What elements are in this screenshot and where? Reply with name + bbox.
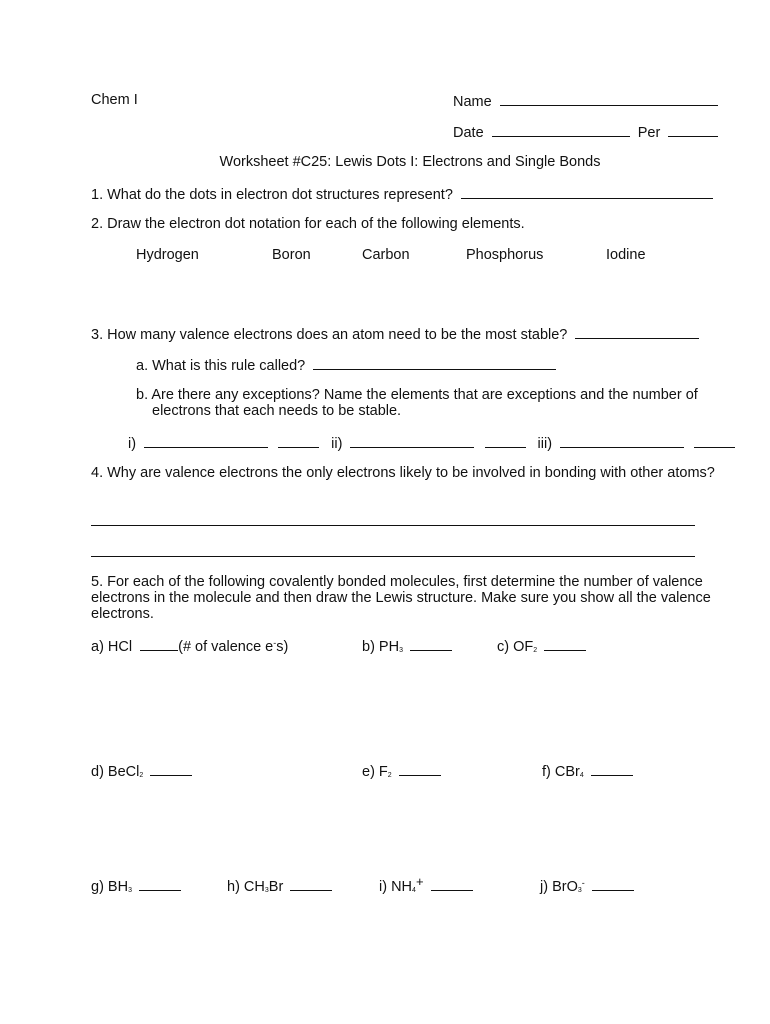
molecule-d-sub: 2 xyxy=(139,772,144,779)
date-period-field xyxy=(453,123,718,141)
blank-iii-label: iii) xyxy=(537,436,553,452)
molecule-d-label: d) BeCl xyxy=(91,764,140,780)
molecule-i-charge: + xyxy=(415,874,424,889)
molecule-c-blank[interactable] xyxy=(544,637,586,651)
question-3b xyxy=(136,387,726,419)
blank-iii-electrons[interactable] xyxy=(694,434,735,448)
molecule-b-blank[interactable] xyxy=(410,637,452,651)
element-boron: Boron xyxy=(272,247,311,263)
molecule-h-blank[interactable] xyxy=(290,877,332,891)
period-blank[interactable] xyxy=(668,123,718,137)
molecule-b-label: b) PH xyxy=(362,639,400,655)
molecule-a-hcl xyxy=(91,637,288,655)
blank-i-element[interactable] xyxy=(144,434,268,448)
molecule-c-of2 xyxy=(497,637,586,655)
element-hydrogen: Hydrogen xyxy=(136,247,199,263)
period-label: Per xyxy=(637,125,661,141)
molecule-c-label: c) OF xyxy=(497,639,534,655)
exceptions-blanks xyxy=(128,434,735,452)
question-3-blank[interactable] xyxy=(575,325,699,339)
molecule-d-becl2 xyxy=(91,762,192,780)
molecule-i-sub: 4 xyxy=(412,887,416,894)
molecule-f-cbr4 xyxy=(542,762,633,780)
molecule-i-nh4 xyxy=(379,874,473,895)
blank-ii-label: ii) xyxy=(331,436,343,452)
molecule-e-blank[interactable] xyxy=(399,762,441,776)
name-label: Name xyxy=(453,94,492,110)
molecule-g-bh3 xyxy=(91,877,181,895)
question-4-answer-line-1[interactable] xyxy=(91,525,695,526)
question-5-text: 5. For each of the following covalently bonded molecules, first determine the number of valence electrons in the molecule and then draw the Lewis structure. Make sure you show all the valence electrons. xyxy=(91,574,711,622)
molecule-h-ch3br xyxy=(227,877,332,895)
molecule-i-label: i) NH xyxy=(379,879,413,895)
element-carbon: Carbon xyxy=(362,247,410,263)
question-3-text: 3. How many valence electrons does an atom need to be the most stable? xyxy=(91,327,568,343)
molecule-f-label: f) CBr xyxy=(542,764,580,780)
element-phosphorus: Phosphorus xyxy=(466,247,544,263)
valence-note: (# of valence e xyxy=(178,639,274,655)
molecule-e-sub: 2 xyxy=(387,772,392,779)
molecule-a-label: a) HCl xyxy=(91,639,133,655)
worksheet-title: Worksheet #C25: Lewis Dots I: Electrons and Single Bonds xyxy=(219,154,601,170)
question-3a-text: a. What is this rule called? xyxy=(136,358,306,374)
molecule-c-sub: 2 xyxy=(533,647,538,654)
molecule-b-ph3 xyxy=(362,637,452,655)
molecule-h-sub: 3 xyxy=(264,887,269,894)
molecule-j-bro3 xyxy=(540,877,634,895)
question-3b-text: b. Are there any exceptions? Name the elements that are exceptions and the number of electrons that each needs to be stable. xyxy=(136,387,698,419)
date-label: Date xyxy=(453,125,484,141)
molecule-d-blank[interactable] xyxy=(150,762,192,776)
molecule-g-blank[interactable] xyxy=(139,877,181,891)
course-label: Chem I xyxy=(91,92,138,108)
molecule-j-sub: 3 xyxy=(577,887,582,894)
question-3a xyxy=(136,356,556,374)
question-1 xyxy=(91,185,713,203)
molecule-a-blank[interactable] xyxy=(140,637,178,651)
question-3 xyxy=(91,325,699,343)
molecule-j-blank[interactable] xyxy=(592,877,634,891)
blank-i-label: i) xyxy=(128,436,137,452)
question-4-text: 4. Why are valence electrons the only electrons likely to be involved in bonding with other atoms? xyxy=(91,465,715,481)
element-iodine: Iodine xyxy=(606,247,646,263)
name-field xyxy=(453,92,718,110)
question-1-text: 1. What do the dots in electron dot structures represent? xyxy=(91,187,453,203)
valence-note-sup: - xyxy=(273,638,277,648)
date-blank[interactable] xyxy=(492,123,630,137)
molecule-g-label: g) BH xyxy=(91,879,129,895)
molecule-h-suffix: Br xyxy=(268,879,284,895)
name-blank[interactable] xyxy=(500,92,718,106)
molecule-f-blank[interactable] xyxy=(591,762,633,776)
valence-note-end: s) xyxy=(276,639,289,655)
molecule-g-sub: 3 xyxy=(128,887,132,894)
molecule-j-label: j) BrO xyxy=(540,879,578,895)
blank-ii-element[interactable] xyxy=(350,434,474,448)
molecule-e-f2 xyxy=(362,762,441,780)
molecule-f-sub: 4 xyxy=(579,772,584,779)
molecule-e-label: e) F xyxy=(362,764,388,780)
molecule-j-charge: - xyxy=(581,878,585,888)
molecule-h-label: h) CH xyxy=(227,879,265,895)
blank-ii-electrons[interactable] xyxy=(485,434,526,448)
question-2-text: 2. Draw the electron dot notation for each of the following elements. xyxy=(91,216,525,232)
molecule-i-blank[interactable] xyxy=(431,877,473,891)
question-1-blank[interactable] xyxy=(461,185,713,199)
question-4-answer-line-2[interactable] xyxy=(91,556,695,557)
question-3a-blank[interactable] xyxy=(313,356,556,370)
molecule-b-sub: 3 xyxy=(399,647,403,654)
blank-iii-element[interactable] xyxy=(560,434,684,448)
blank-i-electrons[interactable] xyxy=(278,434,319,448)
